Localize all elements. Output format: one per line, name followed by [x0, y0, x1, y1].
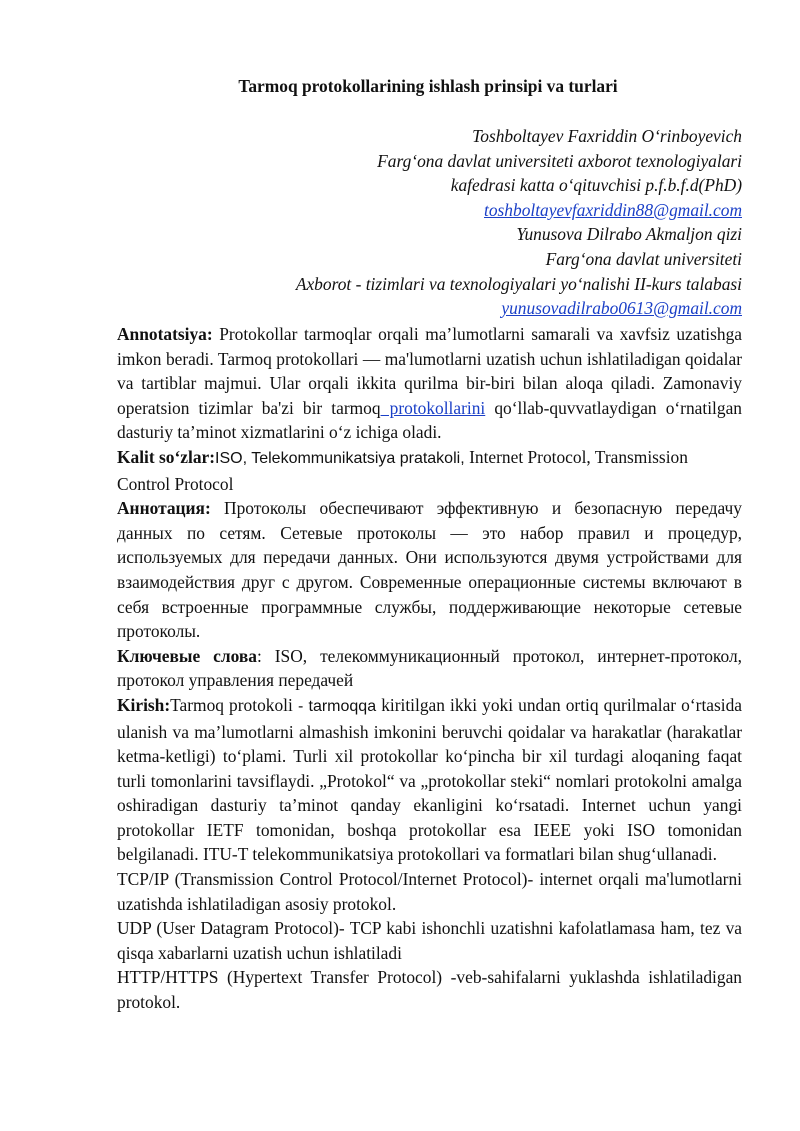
introduction-label: Kirish: — [117, 694, 171, 715]
introduction-text-b: - tarmoqqa — [292, 697, 377, 715]
author-1-name: Toshboltayev Faxriddin O‘rinboyevich — [472, 126, 742, 146]
http-paragraph: HTTP/HTTPS (Hypertext Transfer Protocol) -veb-sahifalarni yuklashda ishlatiladigan protokol. — [117, 967, 742, 1013]
keywords-ru — [117, 644, 742, 693]
author-block — [102, 124, 742, 321]
annotation-uz-label: Annotatsiya: — [117, 324, 213, 344]
udp-paragraph: UDP (User Datagram Protocol)- TCP kabi ishonchli uzatishni kafolatlamasa ham, tez va qisqa xabarlarni uzatish uchun ishlatiladi — [117, 918, 742, 963]
protokollarini-link[interactable]: protokollarini — [380, 397, 486, 418]
keywords-uz-label: Kalit so‘zlar: — [117, 446, 216, 467]
keywords-uz — [117, 445, 742, 496]
annotation-ru-text: Протоколы обеспечивают эффективную и безопасную передачу данных по сетям. Сетевые протоколы — это набор правил и процедур, используемых для передачи данных. Они используются двумя устройствами для взаимодействия друг с другом. Современные операционные системы включают в себя встроенные программные службы, поддерживающие некоторые сетевые протоколы. — [117, 498, 742, 642]
introduction-text-c: kiritilgan ikki yoki undan ortiq qurilmalar o‘rtasida ulanish va ma’lumotlarni almashish imkonini beruvchi qoidalar va harakatlar (harakatlar ketma-ketligi) to‘plami. Turli xil protokollar ko‘pincha bir xil turdagi aloqaning faqat turli tomonlarini tavsiflaydi. „Protokol“ va „protokollar steki“ nomlari protokolni amalga oshiradigan dasturiy ta’minot qanday ekanligini ko‘rsatadi. Internet uchun yangi protokollar IETF tomonidan, boshqa protokollar esa IEEE yoki ISO tomonidan belgilanadi. ITU-T telekommunikatsiya protokollari va formatlari bilan shug‘ullanadi. — [117, 694, 743, 865]
introduction — [117, 693, 742, 867]
annotation-uz — [117, 322, 742, 445]
annotation-ru — [117, 496, 742, 644]
keywords-ru-label: Ключевые слова — [117, 645, 257, 666]
annotation-ru-label: Аннотация: — [117, 498, 211, 519]
author-1-affiliation-line-2: kafedrasi katta o‘qituvchisi p.f.b.f.d(PhD) — [450, 175, 742, 196]
author-1-affiliation-line-1: Farg‘ona davlat universiteti axborot texnologiyalari — [377, 150, 742, 171]
keywords-uz-text-b: Internet Protocol, Transmission Control Protocol — [117, 446, 688, 494]
author-2-name: Yunusova Dilrabo Akmaljon qizi — [516, 224, 742, 245]
article-body — [117, 322, 742, 1015]
author-2-affiliation-line-1: Farg‘ona davlat universiteti — [545, 248, 742, 269]
annotation-uz-text-2: qo‘llab-quvvatlaydigan o‘rnatilgan dasturiy ta’minot xizmatlarini o‘z ichiga oladi. — [117, 397, 742, 443]
keywords-uz-text-a: ISO, Telekommunikatsiya pratakoli, — [215, 449, 470, 467]
introduction-text-a: Tarmoq protokoli — [170, 694, 293, 715]
author-2-email-link[interactable]: yunusovadilrabo0613@gmail.com — [501, 298, 742, 319]
page-title: Tarmoq protokollarining ishlash prinsipi va turlari — [238, 76, 618, 96]
author-2-affiliation-line-2: Axborot - tizimlari va texnologiyalari yo‘nalishi II-kurs talabasi — [295, 273, 742, 294]
keywords-ru-text: : ISO, телекоммуникационный протокол, интернет-протокол, протокол управления передачей — [117, 645, 742, 691]
author-1-email-link[interactable]: toshboltayevfaxriddin88@gmail.com — [484, 199, 742, 220]
tcpip-paragraph: TCP/IP (Transmission Control Protocol/Internet Protocol)- internet orqali ma'lumotlarni uzatishda ishlatiladigan asosiy protokol. — [117, 869, 742, 914]
annotation-uz-text-1: Protokollar tarmoqlar orqali ma’lumotlarni samarali va xavfsiz uzatishga imkon beradi. Tarmoq protokollari — ma'lumotlarni uzatish uchun ishlatiladigan qoidalar va tartiblar majmui. Ular orqali ikkita qurilma bir-biri bilan aloqa qiladi. Zamonaviy operatsion tizimlar ba'zi bir tarmoq — [117, 324, 742, 418]
